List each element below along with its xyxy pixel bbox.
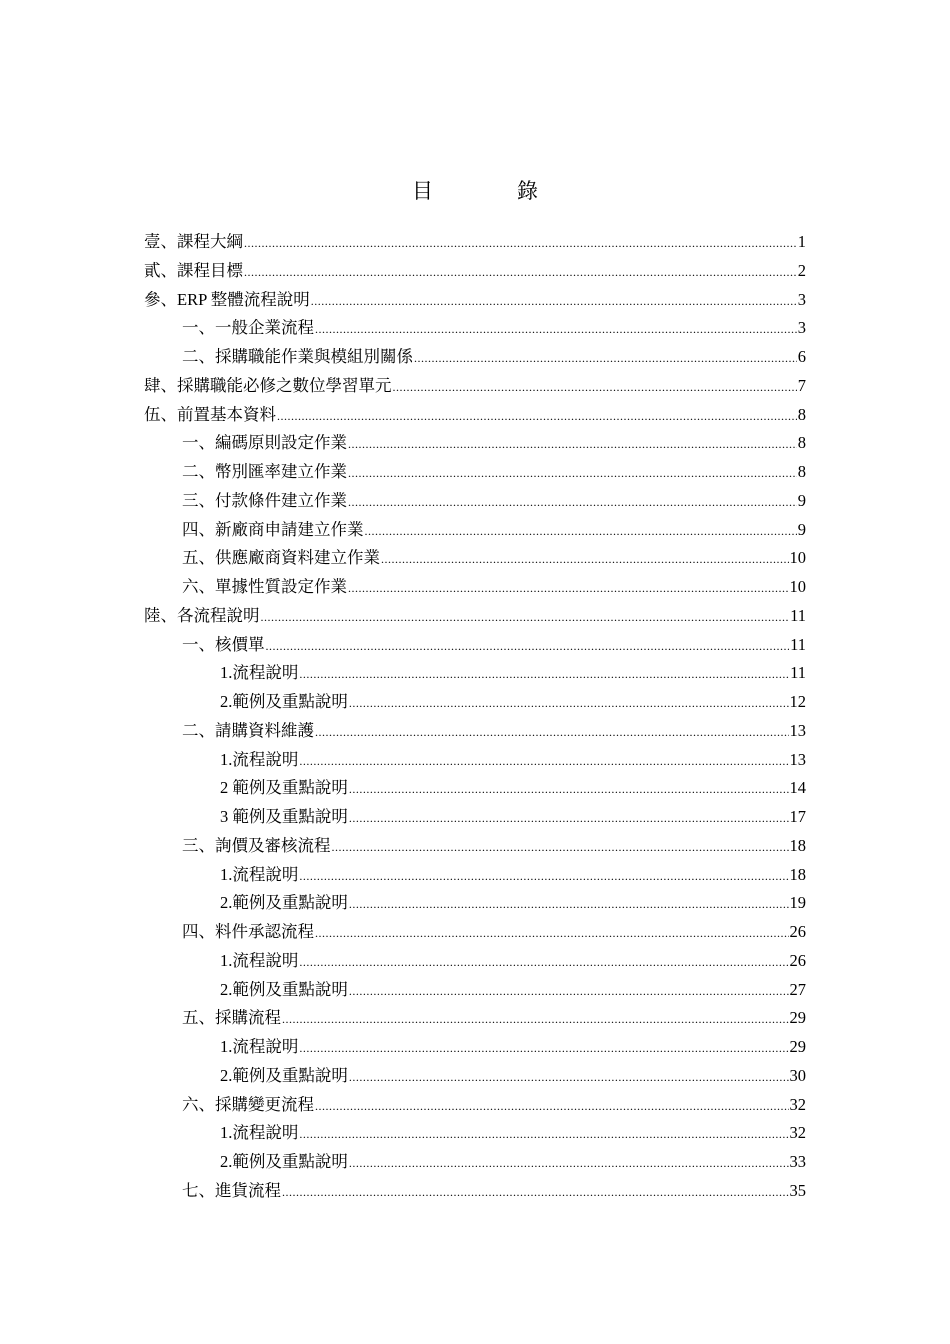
toc-dot-leader (282, 1005, 789, 1034)
toc-entry-page-number: 18 (789, 864, 806, 884)
toc-entry-label: 1.流程說明 (220, 864, 299, 884)
toc-entry-label: 二、幣別匯率建立作業 (182, 462, 347, 481)
toc-entry-label: 3 範例及重點說明 (220, 807, 348, 826)
toc-entry-page-number: 8 (797, 404, 806, 424)
toc-entry-label: 貳、課程目標 (144, 260, 243, 280)
toc-entry-page-number: 33 (789, 1152, 806, 1171)
toc-entry-page-number: 8 (797, 433, 806, 453)
toc-entry-label: 五、供應廠商資料建立作業 (182, 548, 380, 568)
toc-dot-leader (277, 402, 797, 431)
toc-entry[interactable] (144, 976, 806, 1005)
toc-entry-page-number: 7 (797, 375, 806, 395)
toc-entry-label: 六、採購變更流程 (182, 1094, 314, 1114)
toc-entry-label: 四、新廠商申請建立作業 (182, 519, 364, 539)
toc-entry[interactable] (144, 688, 806, 717)
title-char-2: 錄 (517, 179, 538, 203)
toc-entry-label: 三、詢價及審核流程 (182, 835, 331, 855)
toc-entry-label: 一、編碼原則設定作業 (182, 433, 347, 453)
toc-entry[interactable] (144, 544, 806, 573)
toc-entry-label: 五、採購流程 (182, 1008, 281, 1028)
toc-entry-page-number: 29 (789, 1008, 806, 1028)
toc-dot-leader (299, 948, 788, 977)
toc-entry-page-number: 30 (789, 1065, 806, 1085)
toc-entry[interactable] (144, 487, 806, 516)
toc-dot-leader (349, 977, 789, 1006)
toc-entry[interactable] (144, 401, 806, 430)
toc-entry[interactable] (144, 314, 806, 343)
toc-entry[interactable] (144, 803, 806, 832)
toc-dot-leader (244, 258, 797, 287)
toc-entry[interactable] (144, 286, 806, 315)
toc-entry-label: 2.範例及重點說明 (220, 692, 348, 711)
page-title (0, 176, 950, 206)
toc-entry[interactable] (144, 1091, 806, 1120)
toc-entry-page-number: 10 (789, 577, 806, 596)
toc-dot-leader (315, 1092, 789, 1121)
toc-entry-page-number: 13 (789, 749, 806, 769)
toc-entry-label: 二、請購資料維護 (182, 720, 314, 740)
toc-entry-label: 一、核價單 (182, 634, 265, 654)
toc-entry-page-number: 2 (797, 260, 806, 280)
toc-entry[interactable] (144, 1062, 806, 1091)
toc-entry-page-number: 3 (797, 318, 806, 338)
toc-entry-label: 1.流程說明 (220, 1123, 299, 1143)
toc-entry-label: 肆、採購職能必修之數位學習單元 (144, 375, 392, 395)
toc-entry[interactable] (144, 1033, 806, 1062)
toc-entry[interactable] (144, 832, 806, 861)
toc-dot-leader (348, 488, 797, 517)
toc-entry-label: 二、採購職能作業與模組別關係 (182, 347, 413, 366)
toc-entry-label: 2.範例及重點說明 (220, 979, 348, 999)
toc-entry-label: 四、料件承認流程 (182, 922, 314, 941)
toc-entry-label: 1.流程說明 (220, 1037, 299, 1056)
toc-entry-label: 2.範例及重點說明 (220, 1065, 348, 1085)
toc-entry-page-number: 17 (789, 807, 806, 826)
toc-entry[interactable] (144, 343, 806, 372)
toc-entry-label: 六、單據性質設定作業 (182, 577, 347, 596)
toc-entry-label: 參、ERP 整體流程說明 (144, 289, 310, 309)
toc-dot-leader (315, 919, 789, 948)
toc-dot-leader (414, 344, 797, 373)
toc-entry-page-number: 11 (790, 605, 806, 625)
toc-entry-label: 1.流程說明 (220, 749, 299, 769)
toc-entry-label: 伍、前置基本資料 (144, 404, 276, 424)
toc-entry-page-number: 26 (789, 950, 806, 970)
toc-dot-leader (261, 603, 790, 632)
toc-entry[interactable] (144, 631, 806, 660)
toc-dot-leader (244, 229, 797, 258)
toc-entry[interactable] (144, 602, 806, 631)
toc-entry-page-number: 6 (797, 347, 806, 366)
toc-entry[interactable] (144, 228, 806, 257)
toc-entry[interactable] (144, 429, 806, 458)
toc-entry-page-number: 27 (789, 979, 806, 999)
toc-entry-page-number: 14 (789, 778, 806, 798)
toc-entry[interactable] (144, 918, 806, 947)
toc-dot-leader (299, 747, 788, 776)
title-char-1: 目 (412, 179, 433, 203)
toc-dot-leader (299, 1120, 788, 1149)
toc-dot-leader (315, 315, 797, 344)
table-of-contents (144, 228, 806, 1206)
toc-entry-page-number: 19 (789, 893, 806, 913)
toc-entry[interactable] (144, 372, 806, 401)
toc-dot-leader (299, 1034, 788, 1063)
toc-entry-page-number: 11 (790, 634, 806, 654)
toc-entry[interactable] (144, 458, 806, 487)
toc-entry-label: 2.範例及重點說明 (220, 1152, 348, 1171)
toc-entry-label: 2.範例及重點說明 (220, 893, 348, 913)
toc-dot-leader (266, 632, 790, 661)
toc-dot-leader (349, 890, 789, 919)
toc-dot-leader (349, 804, 789, 833)
toc-entry-page-number: 29 (789, 1037, 806, 1056)
toc-entry[interactable] (144, 573, 806, 602)
toc-dot-leader (381, 545, 789, 574)
toc-entry[interactable] (144, 861, 806, 890)
toc-entry-page-number: 8 (797, 462, 806, 481)
toc-dot-leader (348, 574, 789, 603)
toc-entry[interactable] (144, 1119, 806, 1148)
toc-dot-leader (349, 775, 789, 804)
toc-dot-leader (299, 660, 789, 689)
toc-entry[interactable] (144, 717, 806, 746)
toc-entry-page-number: 32 (789, 1094, 806, 1114)
toc-dot-leader (299, 862, 788, 891)
toc-entry-page-number: 1 (797, 232, 806, 251)
toc-entry-label: 壹、課程大綱 (144, 232, 243, 251)
toc-entry-label: 七、進貨流程 (182, 1180, 281, 1200)
toc-dot-leader (311, 287, 797, 316)
toc-entry-page-number: 12 (789, 692, 806, 711)
toc-entry-page-number: 9 (797, 490, 806, 510)
toc-entry-page-number: 9 (797, 519, 806, 539)
toc-dot-leader (315, 718, 789, 747)
toc-entry-label: 陸、各流程說明 (144, 605, 260, 625)
toc-entry-page-number: 3 (797, 289, 806, 309)
toc-entry[interactable] (144, 659, 806, 688)
toc-dot-leader (349, 689, 789, 718)
toc-entry[interactable] (144, 257, 806, 286)
toc-entry-label: 2 範例及重點說明 (220, 778, 348, 798)
toc-entry-label: 一、一般企業流程 (182, 318, 314, 338)
toc-entry[interactable] (144, 947, 806, 976)
toc-dot-leader (349, 1149, 789, 1178)
toc-entry-page-number: 32 (789, 1123, 806, 1143)
toc-dot-leader (348, 459, 797, 488)
toc-entry[interactable] (144, 1004, 806, 1033)
toc-dot-leader (332, 833, 789, 862)
toc-entry-page-number: 26 (789, 922, 806, 941)
toc-entry[interactable] (144, 774, 806, 803)
toc-entry[interactable] (144, 516, 806, 545)
toc-entry[interactable] (144, 746, 806, 775)
toc-entry[interactable] (144, 889, 806, 918)
toc-entry-label: 1.流程說明 (220, 663, 299, 683)
toc-dot-leader (282, 1178, 789, 1207)
toc-entry-page-number: 10 (789, 548, 806, 568)
toc-dot-leader (348, 430, 797, 459)
toc-entry-page-number: 13 (789, 720, 806, 740)
toc-dot-leader (365, 517, 797, 546)
toc-dot-leader (349, 1063, 789, 1092)
toc-entry-label: 三、付款條件建立作業 (182, 490, 347, 510)
toc-entry[interactable] (144, 1148, 806, 1177)
toc-entry-page-number: 11 (790, 663, 806, 683)
toc-entry-page-number: 18 (789, 835, 806, 855)
toc-entry-label: 1.流程說明 (220, 950, 299, 970)
toc-entry-page-number: 35 (789, 1180, 806, 1200)
toc-dot-leader (393, 373, 797, 402)
toc-entry[interactable] (144, 1177, 806, 1206)
